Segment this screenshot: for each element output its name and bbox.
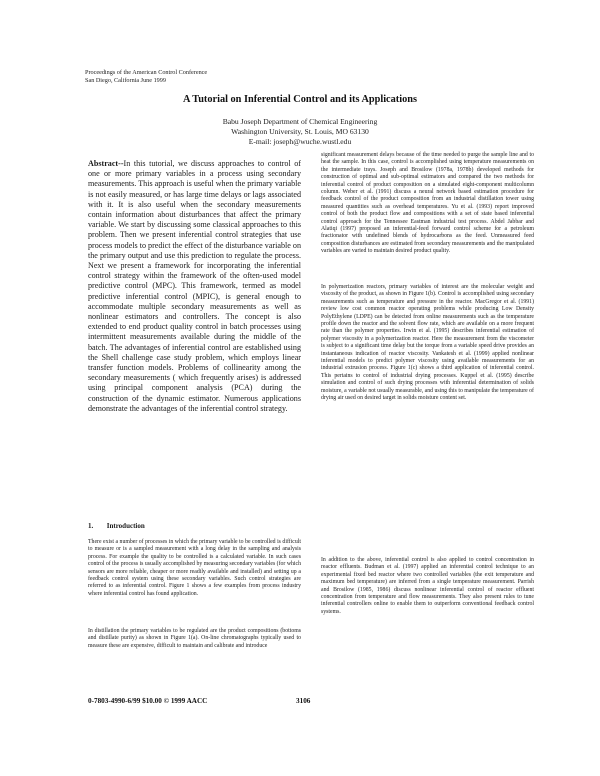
author-line-1: Babu Joseph Department of Chemical Engineering <box>222 117 378 126</box>
copyright-footer: 0-7803-4990-6/99 $10.00 © 1999 AACC <box>88 697 208 705</box>
intro-paragraph-2: In distillation the primary variables to be regulated are the product compositions (bottoms and distillate purity) as shown in Figure 1(a). On-line chromatographs typically used to measure these are expensive, difficult to maintain and calibrate and introduce <box>88 628 301 649</box>
paper-title: A Tutorial on Inferential Control and its Applications <box>183 94 417 105</box>
intro-paragraph-1: There exist a number of processes in which the primary variable to be controlled is difficult to measure or is a sampled measurement with a long delay in the sampling and analysis process. For example the quality to be controlled is a calculated variable. In such cases control of the process is usually accomplished by measuring secondary variables (for which sensors are more reliable, cheaper or more readily available and installed) and setting up a feedback control system using these secondary variables. Such control strategies are referred to as inferential control. Figure 1 shows a few examples from process industry where inferential control has found application. <box>88 539 301 597</box>
author-email: E-mail: joseph@wuche.wustl.edu <box>248 137 352 146</box>
proceedings-line-1: Proceedings of the American Control Conference <box>85 69 208 76</box>
abstract-label: Abstract-- <box>88 159 124 168</box>
proceedings-line-2: San Diego, California June 1999 <box>85 77 166 84</box>
proceedings-header <box>85 69 207 85</box>
author-line-2: Washington University, St. Louis, MO 63130 <box>231 127 369 136</box>
right-column-paragraph-2: In polymerization reactors, primary variables of interest are the molecular weight and viscosity of the product, as shown in Figure 1(b). Control is accomplished using secondary measurements such as temperature and pressure in the reactor. MacGregor et al. (1991) review low cost common reactor operating problems while producing Low Density PolyEthylene (LDPE) can be detected from online measurements such as the temperature profile down the reactor and the solvent flow rate, which are available on a more frequent rate than the polymer properties. Irwin et al. (1995) describes inferential estimation of polymer viscosity in a polymerization reactor. Here the measurement from the viscometer is subject to a significant time delay but the torque from a variable speed drive provides an instantaneous indication of reactor viscosity. Vankatesh et al. (1999) applied nonlinear inferential models to predict polymer viscosity using available measurements for an industrial extrusion process. Figure 1(c) shows a third application of inferential control. This pertains to control of industrial drying processes. Kuppel et al. (1995) describe simulation and control of such drying processes with inferential determination of solids moisture, a variable not usually measurable, and using this to manipulate the temperature of drying air used on desired target in solids moisture content set. <box>321 284 534 402</box>
section-number: 1. <box>88 522 94 530</box>
abstract <box>88 159 301 414</box>
page-number: 3106 <box>296 697 311 705</box>
right-column-paragraph-1: significant measurement delays because of the time needed to purge the sample line and to heat the sample. In this case, control is accomplished using temperature measurements on the intermediate trays. Joseph and Brosilow (1978a, 1978b) developed methods for construction of optimal and sub-optimal estimators and compared the two methods for inferential control of product composition on a simulated eight-component multicolumn column. Weber et al. (1991) discuss a neural network based estimation procedure for feedback control of the product composition from an industrial distillation tower using measured quantities such as overhead temperatures. Yu et al. (1993) report improved control of both the product flow and compositions with a set of state based inferential control approach for the Tennessee Eastman industrial test process. Abdel Jabbar and Alatiqi (1997) proposed an inferential-feed forward control scheme for a petroleum fractionator with undefined blends of hydrocarbons as the feed. Unmeasured feed composition disturbances are estimated from secondary measurements and the manipulated variables are varied to maintain desired product quality. <box>321 152 534 255</box>
right-column-paragraph-3: In addition to the above, inferential control is also applied to control concentration in reactor effluents. Budman et al. (1997) applied an inferential control technique to an experimental fixed bed reactor where two controlled variables (the exit temperature and maximum bed temperature) are inferred from a single temperature measurement. Parrish and Brosilow (1985, 1986) discuss nonlinear inferential control of reactor effluent concentration from temperature and flow measurements. They also present rules to tune inferential controllers online to enable them to outperform conventional feedback control systems. <box>321 557 534 615</box>
section-heading-introduction <box>88 522 145 530</box>
section-title: Introduction <box>106 522 145 530</box>
abstract-text: In this tutorial, we discuss approaches to control of one or more primary variables in a process using secondary measurements. This approach is useful when the primary variable is not easily measured, or has large time delays or lags associated with it. It is also useful when the secondary measurements contain information about disturbances that affect the primary variable. We start by discussing some classical approaches to this problem. Then we present inferential control strategies that use process models to predict the effect of the disturbance variable on the primary output and use this prediction to regulate the process. Next we present a framework for incorporating the inferential control strategy within the framework of the often-used model predictive control (MPC). This framework, termed as model predictive inferential control (MPIC), is general enough to accommodate multiple secondary measurements as well as nonlinear estimators and controllers. The concept is also extended to end product quality control in batch processes using intermittent measurements available during the middle of the batch. The advantages of inferential control are established using the Shell challenge case study problem, which employs linear transfer function models. Problems of collinearity among the secondary measurements ( which frequently arises) is addressed using principal component analysis (PCA) during the construction of the dynamic estimator. Numerous applications demonstrate the advantages of the inferential control strategy. <box>88 159 301 413</box>
author-block <box>0 117 600 147</box>
